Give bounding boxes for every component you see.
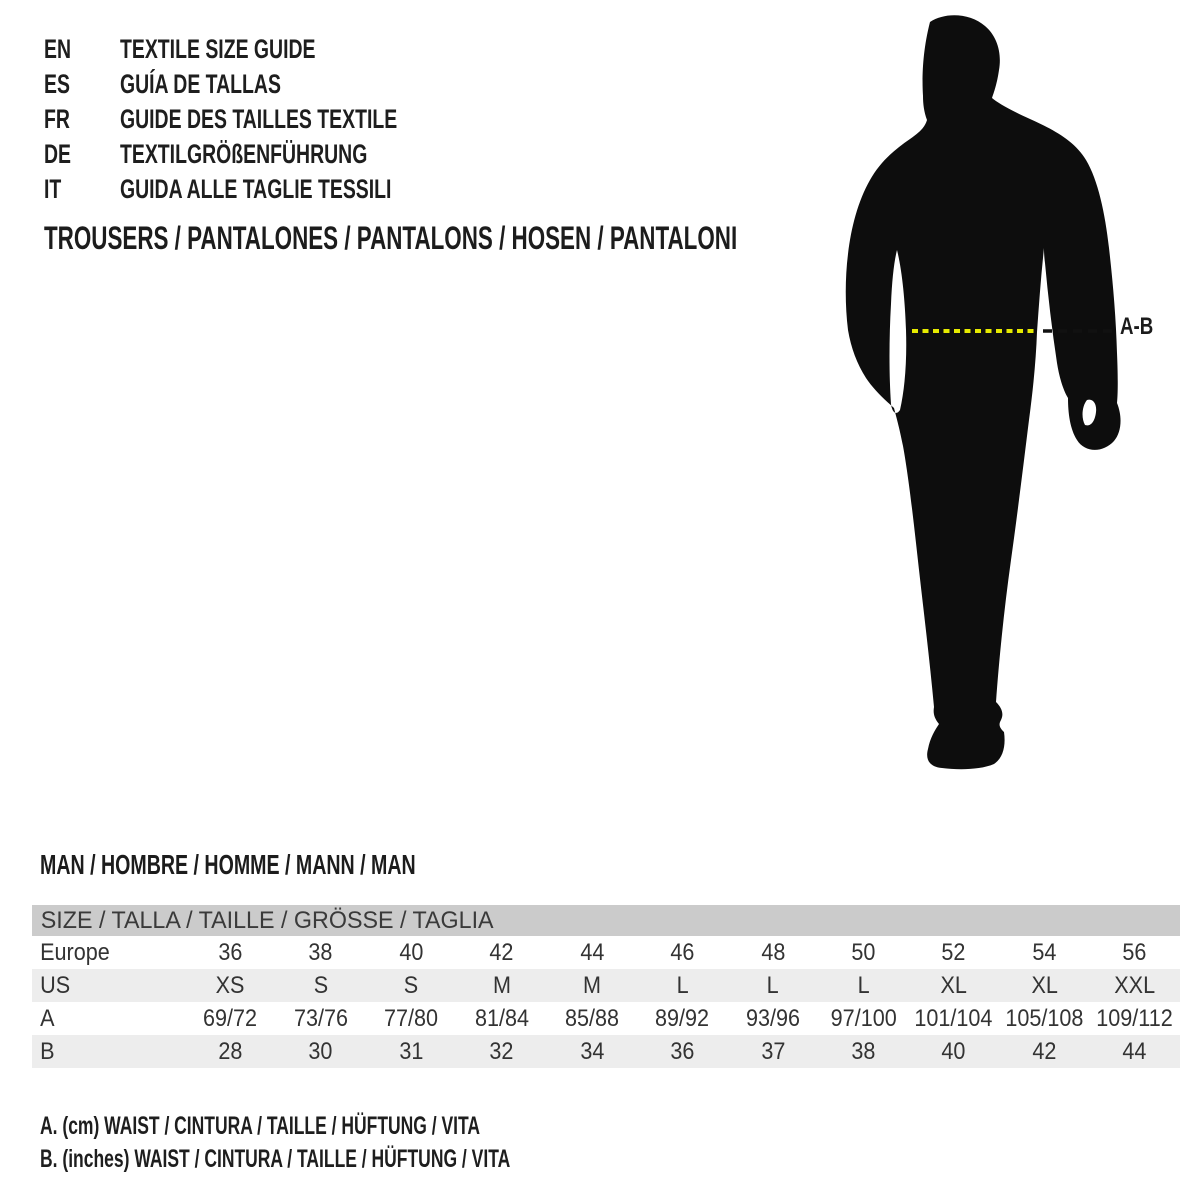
size-cell xyxy=(818,936,908,969)
language-code xyxy=(44,104,120,135)
size-table-wrap xyxy=(32,905,1180,1068)
language-code-text: ES xyxy=(44,69,70,99)
language-code-text: DE xyxy=(44,139,72,169)
size-cell-text: 42 xyxy=(1032,1037,1057,1065)
size-cell-text: XS xyxy=(215,971,245,999)
size-row-label xyxy=(32,1035,185,1068)
size-cell-text: XL xyxy=(1030,971,1058,999)
size-cell-text: S xyxy=(313,971,328,999)
size-cell-text: 31 xyxy=(399,1037,424,1065)
language-row xyxy=(44,32,505,67)
size-cell-text: 50 xyxy=(851,938,876,966)
size-cell xyxy=(909,936,999,969)
language-row xyxy=(44,102,505,137)
size-row-label xyxy=(32,936,185,969)
size-cell-text: 81/84 xyxy=(474,1004,529,1032)
size-cell xyxy=(999,936,1089,969)
man-figure xyxy=(830,8,1175,783)
size-cell xyxy=(185,1002,275,1035)
size-table-header-text: SIZE / TALLA / TAILLE / GRÖSSE / TAGLIA xyxy=(40,906,494,934)
garment-heading-text: TROUSERS / PANTALONES / PANTALONS / HOSEN / PANTALONI xyxy=(44,220,738,256)
man-silhouette xyxy=(830,8,1175,783)
size-cell xyxy=(999,969,1089,1002)
size-table-row xyxy=(32,1002,1180,1035)
size-cell-text: 105/108 xyxy=(1005,1004,1084,1032)
size-cell xyxy=(456,1002,546,1035)
size-cell xyxy=(728,1035,818,1068)
size-cell-text: 36 xyxy=(218,938,243,966)
language-label-text: GUIDA ALLE TAGLIE TESSILI xyxy=(120,174,392,204)
size-cell xyxy=(1089,936,1180,969)
size-cell-text: 40 xyxy=(399,938,424,966)
language-code xyxy=(44,69,120,100)
language-label xyxy=(120,104,505,135)
size-row-label-text: B xyxy=(40,1037,55,1065)
size-cell-text: L xyxy=(857,971,870,999)
size-cell-text: 38 xyxy=(308,938,333,966)
size-cell xyxy=(547,1035,637,1068)
language-row xyxy=(44,67,505,102)
section-heading xyxy=(40,848,577,882)
size-cell-text: 44 xyxy=(1122,1037,1147,1065)
language-label-text: GUÍA DE TALLAS xyxy=(120,69,281,99)
footnote-b-text: B. (inches) WAIST / CINTURA / TAILLE / HÜFTUNG / VITA xyxy=(40,1145,511,1173)
size-table-row xyxy=(32,936,1180,969)
size-cell-text: 36 xyxy=(670,1037,695,1065)
size-cell xyxy=(275,1002,365,1035)
size-cell xyxy=(456,1035,546,1068)
size-cell xyxy=(818,1002,908,1035)
size-cell-text: 37 xyxy=(760,1037,785,1065)
size-row-label-text: US xyxy=(40,971,71,999)
size-cell xyxy=(366,936,456,969)
size-cell-text: 77/80 xyxy=(384,1004,439,1032)
size-cell xyxy=(1089,1002,1180,1035)
size-cell xyxy=(456,969,546,1002)
size-cell-text: 56 xyxy=(1122,938,1147,966)
size-cell-text: 54 xyxy=(1032,938,1057,966)
measure-label-text: A-B xyxy=(1120,313,1154,340)
size-row-label-text: Europe xyxy=(40,938,110,966)
language-code xyxy=(44,174,120,205)
language-code xyxy=(44,139,120,170)
size-cell xyxy=(366,1002,456,1035)
size-cell xyxy=(728,969,818,1002)
language-label xyxy=(120,174,497,205)
size-cell xyxy=(999,1035,1089,1068)
size-cell xyxy=(185,969,275,1002)
size-cell xyxy=(637,1035,727,1068)
section-heading-text: MAN / HOMBRE / HOMME / MANN / MAN xyxy=(40,849,416,880)
size-cell xyxy=(999,1002,1089,1035)
size-cell-text: 93/96 xyxy=(745,1004,800,1032)
size-table-row xyxy=(32,1035,1180,1068)
language-label-text: TEXTILGRÖßENFÜHRUNG xyxy=(120,139,368,169)
size-cell-text: L xyxy=(766,971,779,999)
size-row-label xyxy=(32,1002,185,1035)
size-cell-text: 101/104 xyxy=(914,1004,993,1032)
size-cell-text: L xyxy=(676,971,689,999)
language-row xyxy=(44,137,505,172)
size-cell xyxy=(547,969,637,1002)
language-label xyxy=(120,34,392,65)
size-cell xyxy=(909,1035,999,1068)
size-cell-text: XL xyxy=(940,971,967,999)
language-list xyxy=(44,32,505,207)
size-row-label xyxy=(32,969,185,1002)
language-code-text: EN xyxy=(44,34,72,64)
size-table-row xyxy=(32,969,1180,1002)
language-label-text: GUIDE DES TAILLES TEXTILE xyxy=(120,104,398,134)
language-code xyxy=(44,34,120,65)
size-row-label-text: A xyxy=(40,1004,55,1032)
size-cell-text: 69/72 xyxy=(203,1004,258,1032)
size-cell xyxy=(728,936,818,969)
size-cell-text: 85/88 xyxy=(564,1004,620,1032)
size-cell-text: 30 xyxy=(308,1037,333,1065)
size-table-header-cell xyxy=(32,905,1180,936)
size-cell xyxy=(637,1002,727,1035)
footnote-a xyxy=(40,1110,712,1143)
footnote-a-text: A. (cm) WAIST / CINTURA / TAILLE / HÜFTUNG / VITA xyxy=(40,1112,481,1140)
size-table-header-row xyxy=(32,905,1180,936)
size-cell xyxy=(728,1002,818,1035)
size-cell xyxy=(366,1035,456,1068)
language-code-text: FR xyxy=(44,104,70,134)
size-cell-text: M xyxy=(583,971,601,999)
size-cell-text: 52 xyxy=(941,938,966,966)
language-row xyxy=(44,172,505,207)
size-cell xyxy=(637,936,727,969)
size-cell-text: 28 xyxy=(218,1037,243,1065)
size-cell xyxy=(185,936,275,969)
size-cell-text: 97/100 xyxy=(830,1004,897,1032)
size-cell xyxy=(456,936,546,969)
silhouette-shape xyxy=(846,15,1121,769)
size-cell-text: 46 xyxy=(670,938,695,966)
footnotes xyxy=(40,1110,712,1176)
size-cell-text: S xyxy=(403,971,419,999)
size-cell-text: 32 xyxy=(489,1037,514,1065)
measure-label xyxy=(1120,312,1163,341)
size-cell-text: 40 xyxy=(941,1037,966,1065)
language-code-text: IT xyxy=(44,174,62,204)
size-cell-text: 89/92 xyxy=(655,1004,710,1032)
footnote-b xyxy=(40,1143,712,1176)
size-cell xyxy=(909,969,999,1002)
size-cell-text: 44 xyxy=(579,938,605,966)
size-cell-text: 34 xyxy=(579,1037,605,1065)
size-cell-text: 73/76 xyxy=(293,1004,348,1032)
size-cell xyxy=(547,936,637,969)
size-cell-text: 42 xyxy=(489,938,514,966)
size-cell xyxy=(366,969,456,1002)
size-table xyxy=(32,905,1180,1068)
size-cell xyxy=(1089,969,1180,1002)
language-label-text: TEXTILE SIZE GUIDE xyxy=(120,34,316,64)
size-cell xyxy=(637,969,727,1002)
size-cell-text: 38 xyxy=(851,1037,876,1065)
size-cell-text: 48 xyxy=(760,938,785,966)
size-cell xyxy=(275,969,365,1002)
language-label xyxy=(120,69,344,100)
size-cell xyxy=(547,1002,637,1035)
size-cell xyxy=(275,936,365,969)
language-label xyxy=(120,139,464,170)
size-cell xyxy=(185,1035,275,1068)
size-cell-text: M xyxy=(492,971,511,999)
size-cell-text: XXL xyxy=(1114,971,1156,999)
size-cell xyxy=(818,969,908,1002)
size-cell xyxy=(1089,1035,1180,1068)
size-cell-text: 109/112 xyxy=(1096,1004,1173,1032)
size-cell xyxy=(818,1035,908,1068)
size-cell xyxy=(909,1002,999,1035)
size-cell xyxy=(275,1035,365,1068)
